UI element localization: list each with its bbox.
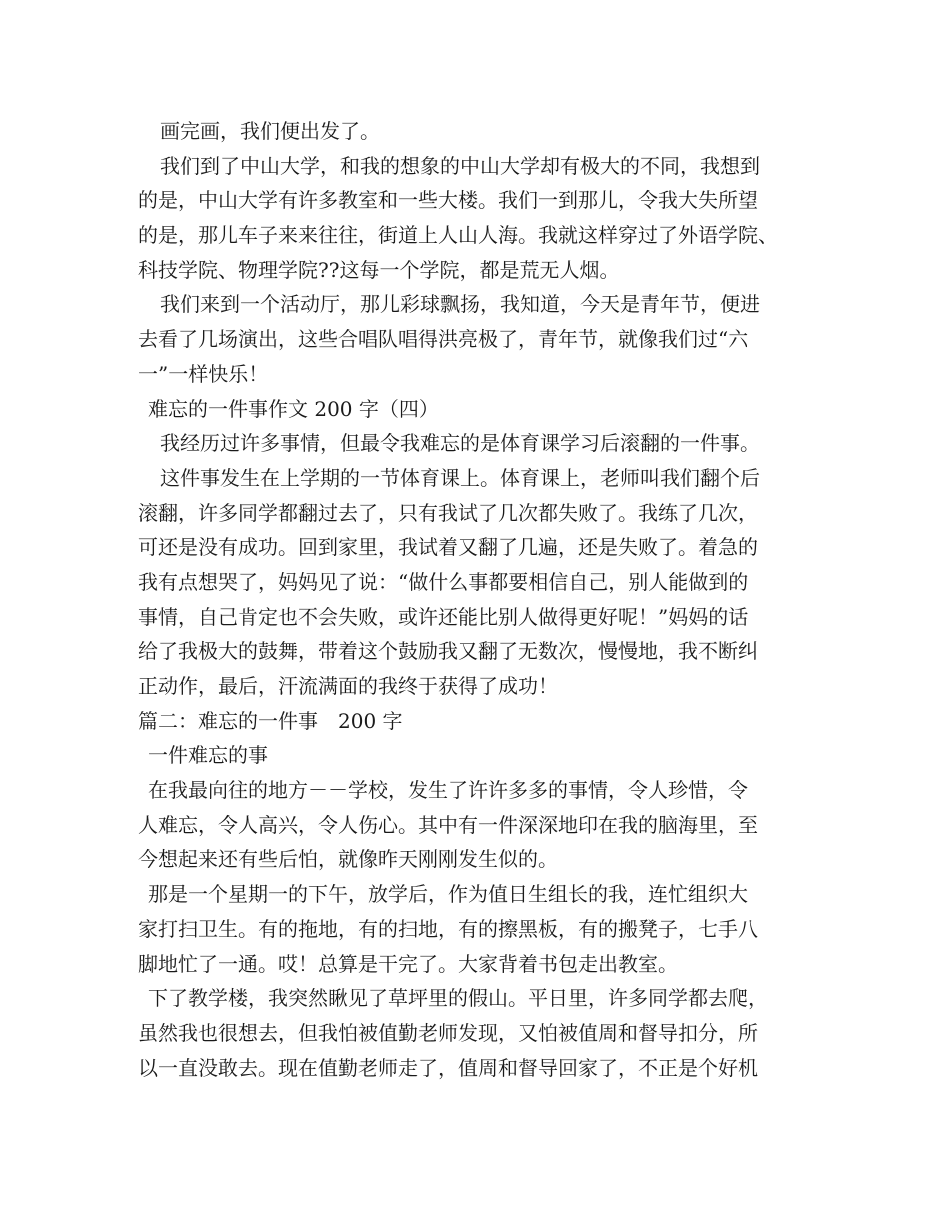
text-line: 给了我极大的鼓舞，带着这个鼓励我又翻了无数次，慢慢地，我不断纠 xyxy=(138,639,758,664)
text-line: 人难忘，令人高兴，令人伤心。其中有一件深深地印在我的脑海里，至 xyxy=(138,812,758,837)
text-line: 在我最向往的地方－－学校，发生了许许多多的事情，令人珍惜，令 xyxy=(148,778,748,803)
text-line: 画完画，我们便出发了。 xyxy=(160,119,380,143)
text-line: 可还是没有成功。回到家里，我试着又翻了几遍，还是失败了。着急的 xyxy=(138,535,758,560)
text-line: 事情，自己肯定也不会失败，或许还能比别人做得更好呢！”妈妈的话 xyxy=(138,604,749,629)
text-line: 滚翻，许多同学都翻过去了，只有我试了几次都失败了。我练了几次， xyxy=(138,500,758,525)
text-line: 科技学院、物理学院??这每一个学院，都是荒无人烟。 xyxy=(138,257,620,282)
text-line: 篇二：难忘的一件事 200 字 xyxy=(138,708,403,733)
text-line: 的是，中山大学有许多教室和一些大楼。我们一到那儿，令我大失所望 xyxy=(138,188,758,213)
text-line: 我们来到一个活动厅，那儿彩球飘扬，我知道，今天是青年节，便进 xyxy=(160,292,760,317)
text-line: 以一直没敢去。现在值勤老师走了，值周和督导回家了，不正是个好机 xyxy=(138,1055,758,1080)
text-line: 去看了几场演出，这些合唱队唱得洪亮极了，青年节，就像我们过“六 xyxy=(138,327,749,352)
text-line: 家打扫卫生。有的拖地，有的扫地，有的擦黑板，有的搬凳子，七手八 xyxy=(138,916,758,941)
text-line: 虽然我也很想去，但我怕被值勤老师发现，又怕被值周和督导扣分，所 xyxy=(138,1020,758,1045)
text-line: 那是一个星期一的下午，放学后，作为值日生组长的我，连忙组织大 xyxy=(148,882,748,907)
text-line: 这件事发生在上学期的一节体育课上。体育课上，老师叫我们翻个后 xyxy=(160,465,760,490)
text-line: 我有点想哭了，妈妈见了说：“做什么事都要相信自己，别人能做到的 xyxy=(138,569,749,594)
text-line: 今想起来还有些后怕，就像昨天刚刚发生似的。 xyxy=(138,847,558,872)
text-line: 正动作，最后，汗流满面的我终于获得了成功！ xyxy=(138,674,558,698)
text-line: 下了教学楼，我突然瞅见了草坪里的假山。平日里，许多同学都去爬， xyxy=(148,986,768,1011)
document-body xyxy=(138,114,814,1085)
text-line: 脚地忙了一通。哎！总算是干完了。大家背着书包走出教室。 xyxy=(138,951,678,976)
text-line: 一”一样快乐！ xyxy=(138,361,269,386)
text-line: 我经历过许多事情，但最令我难忘的是体育课学习后滚翻的一件事。 xyxy=(160,431,760,456)
text-line: 难忘的一件事作文 200 字（四） xyxy=(148,396,439,421)
text-line: 的是，那儿车子来来往往，街道上人山人海。我就这样穿过了外语学院、 xyxy=(138,223,778,248)
text-line: 我们到了中山大学，和我的想象的中山大学却有极大的不同，我想到 xyxy=(160,153,760,178)
text-line: 一件难忘的事 xyxy=(148,743,268,768)
